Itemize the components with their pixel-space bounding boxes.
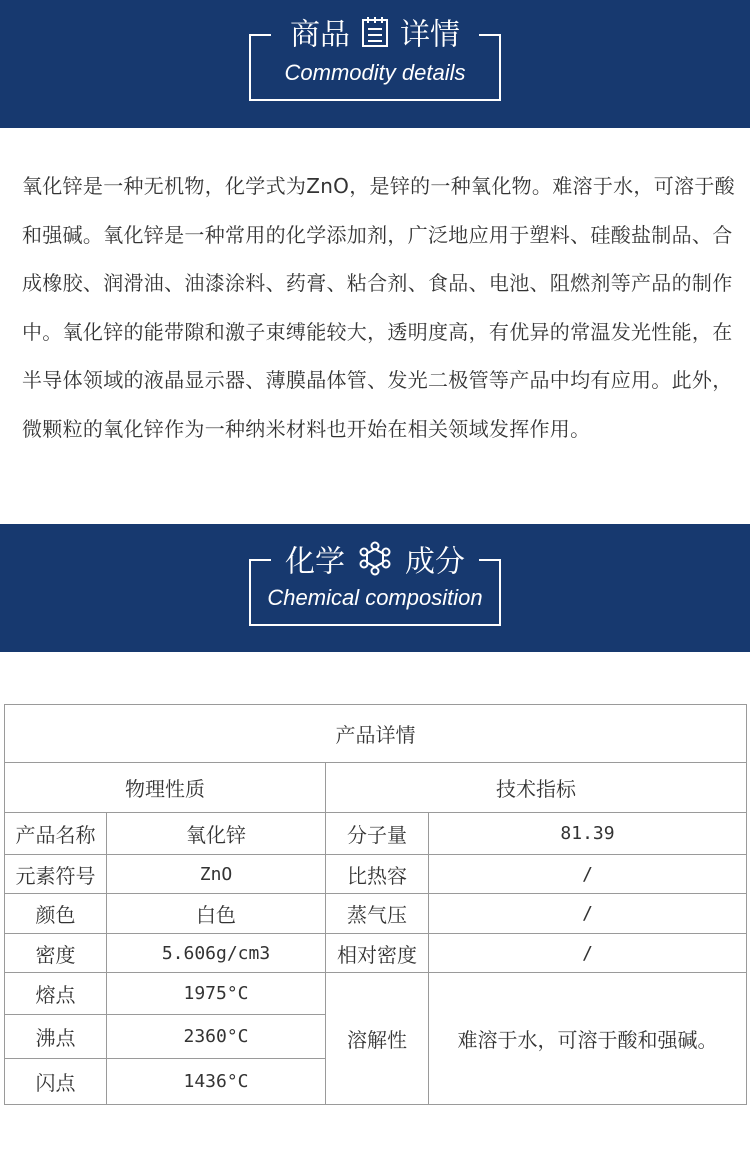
solubility-label: 溶解性 xyxy=(326,973,429,1105)
commodity-details-frame xyxy=(249,17,501,101)
product-specs-table xyxy=(4,704,747,1105)
table-title-row xyxy=(5,705,747,763)
property-value: 1975°C xyxy=(107,973,326,1015)
table-row xyxy=(5,934,747,973)
title-right-text: 成分 xyxy=(405,544,465,580)
title-left-text: 化学 xyxy=(285,544,345,580)
commodity-details-title xyxy=(251,16,499,56)
title-right-text: 详情 xyxy=(400,17,460,53)
property-label: 闪点 xyxy=(5,1059,107,1105)
table-row xyxy=(5,973,747,1015)
property-value: 白色 xyxy=(107,894,326,934)
chemical-composition-title xyxy=(251,541,499,585)
technical-specs-header: 技术指标 xyxy=(326,763,747,813)
spec-label: 相对密度 xyxy=(326,934,429,973)
property-value: 1436°C xyxy=(107,1059,326,1105)
table-row xyxy=(5,813,747,855)
property-value: 5.606g/cm3 xyxy=(107,934,326,973)
table-row xyxy=(5,894,747,934)
product-description: 氧化锌是一种无机物，化学式为ZnO，是锌的一种氧化物。难溶于水，可溶于酸和强碱。氧化锌是一种常用的化学添加剂，广泛地应用于塑料、硅酸盐制品、合成橡胶、润滑油、油漆涂料、药膏、粘合剂、食品、电池、阻燃剂等产品的制作中。氧化锌的能带隙和激子束缚能较大，透明度高，有优异的常温发光性能，在半导体领域的液晶显示器、薄膜晶体管、发光二极管等产品中均有应用。此外，微颗粒的氧化锌作为一种纳米材料也开始在相关领域发挥作用。 xyxy=(22,174,735,441)
physical-properties-header: 物理性质 xyxy=(5,763,326,813)
table-header-row xyxy=(5,763,747,813)
property-value: ZnO xyxy=(107,855,326,894)
title-left-text: 商品 xyxy=(290,17,350,53)
solubility-value: 难溶于水，可溶于酸和强碱。 xyxy=(429,973,747,1105)
spec-value: / xyxy=(429,934,747,973)
spec-value: / xyxy=(429,855,747,894)
property-label: 产品名称 xyxy=(5,813,107,855)
chemical-composition-subtitle: Chemical composition xyxy=(267,585,483,610)
table-title: 产品详情 xyxy=(5,705,747,763)
spec-value: 81.39 xyxy=(429,813,747,855)
chemical-composition-frame xyxy=(249,544,501,626)
property-value: 氧化锌 xyxy=(107,813,326,855)
property-label: 元素符号 xyxy=(5,855,107,894)
table-row xyxy=(5,855,747,894)
commodity-details-banner xyxy=(0,0,750,128)
notepad-icon xyxy=(360,16,390,56)
spec-label: 比热容 xyxy=(326,855,429,894)
spec-label: 分子量 xyxy=(326,813,429,855)
commodity-details-subtitle: Commodity details xyxy=(284,60,466,85)
spec-label: 蒸气压 xyxy=(326,894,429,934)
property-label: 密度 xyxy=(5,934,107,973)
spec-value: / xyxy=(429,894,747,934)
property-label: 沸点 xyxy=(5,1015,107,1059)
molecule-icon xyxy=(355,541,395,585)
property-value: 2360°C xyxy=(107,1015,326,1059)
property-label: 颜色 xyxy=(5,894,107,934)
property-label: 熔点 xyxy=(5,973,107,1015)
